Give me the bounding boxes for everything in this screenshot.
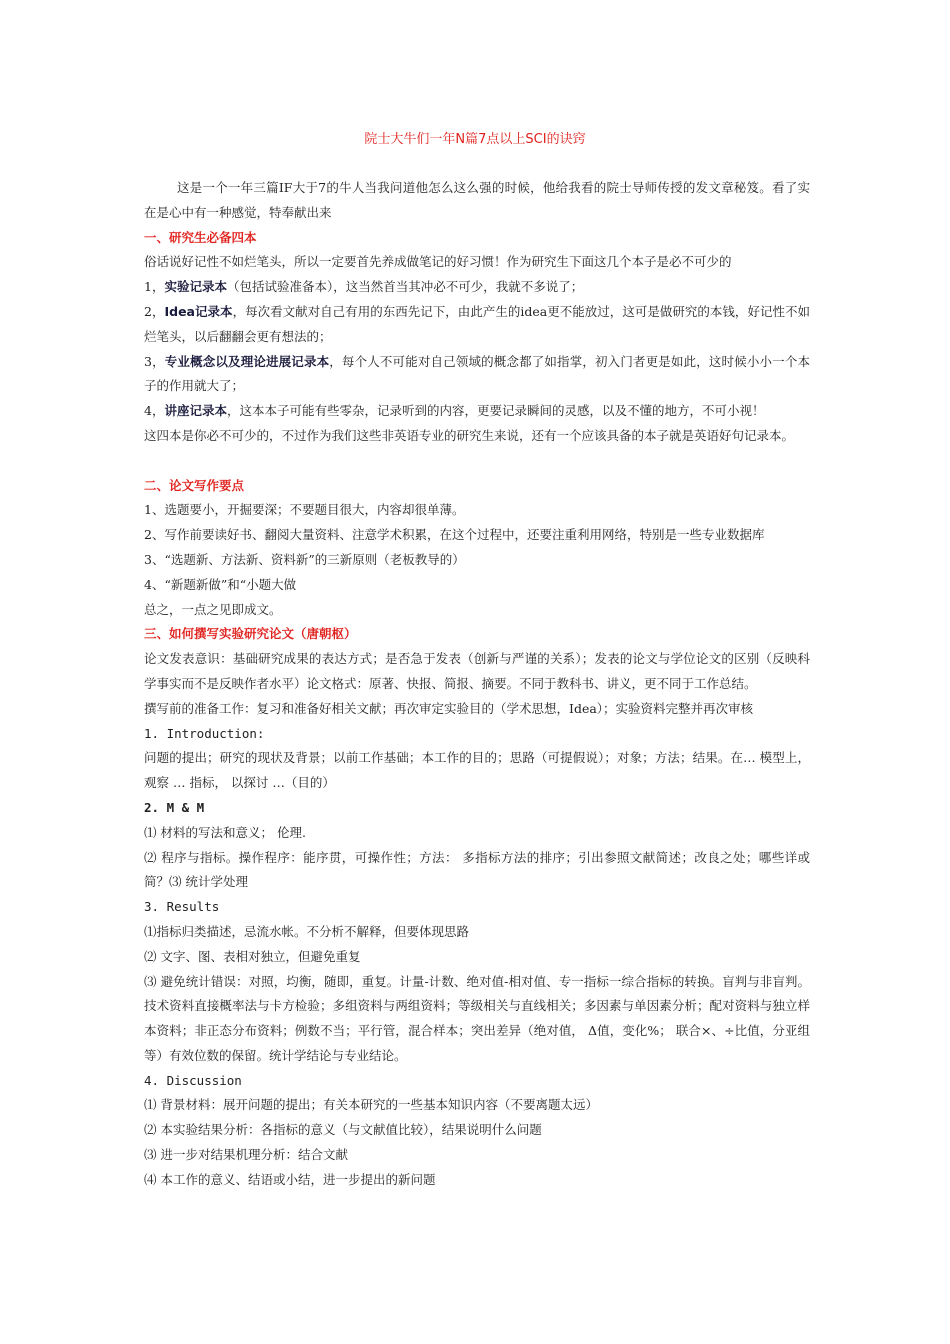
section3-heading: 三、如何撰写实验研究论文（唐朝枢） xyxy=(144,626,357,642)
results-heading: 3. Results xyxy=(144,899,220,915)
item-name: 实验记录本 xyxy=(164,279,227,295)
item-name: 讲座记录本 xyxy=(164,403,227,419)
mm-heading: 2. M & M xyxy=(144,799,205,815)
section3-paragraph-1: 论文发表意识：基础研究成果的表达方式；是否急于发表（创新与严谨的关系）；发表的论文与学位论文的区别（反映科学事实而不是反映作者水平）论文格式：原著、快报、简报、摘要。不同于教科书、讲义，更不同于工作总结。 xyxy=(144,651,810,691)
intro-line-2: 看了实在是心中有一种感觉，特奉献出来 xyxy=(144,180,810,220)
section1-item-3 xyxy=(144,350,810,400)
section2-item-4: 4、“新题新做”和“小题大做 xyxy=(144,576,297,592)
section2-item-2: 2、写作前要读好书、翻阅大量资料、注意学术积累，在这个过程中，还要注重利用网络，特别是一些专业数据库 xyxy=(144,527,765,543)
mm-item-1: ⑴ 材料的写法和意义； 伦理. xyxy=(144,824,306,840)
discussion-item-1: ⑴ 背景材料：展开问题的提出；有关本研究的一些基本知识内容（不要离题太远） xyxy=(144,1097,598,1113)
item-number: 1， xyxy=(144,279,165,295)
item-name: Idea记录本 xyxy=(164,303,233,319)
section3-paragraph-2: 撰写前的准备工作：复习和准备好相关文献；再次审定实验目的（学术思想，Idea）；实验资料完整并再次审核 xyxy=(144,700,754,716)
intro-paragraph xyxy=(144,176,810,226)
intro-line-1: 这是一个一年三篇IF大于7的牛人当我问道他怎么这么强的时候，他给我看的院士导师传授的发文章秘笈。 xyxy=(177,180,773,195)
item-number: 4， xyxy=(144,403,165,419)
section1-item-4 xyxy=(144,399,810,424)
mm-item-2: ⑵ 程序与指标。操作程序：能序贯，可操作性；方法： 多指标方法的排序；引出参照文献简述；改良之处；哪些详或简？⑶ 统计学处理 xyxy=(144,849,810,890)
document-body xyxy=(144,176,810,1193)
introduction-text: 问题的提出；研究的现状及背景；以前工作基础；本工作的目的；思路（可提假说）；对象；方法；结果。在… 模型上，观察 … 指标， 以探讨 …（目的） xyxy=(144,750,810,791)
section1-item-2 xyxy=(144,300,810,350)
section2-item-3: 3、“选题新、方法新、资料新”的三新原则（老板教导的） xyxy=(144,551,465,567)
item-name: 专业概念以及理论进展记录本 xyxy=(164,353,330,369)
section2-heading: 二、论文写作要点 xyxy=(144,477,245,493)
section2-item-1: 1、选题要小，开掘要深；不要题目很大，内容却很单薄。 xyxy=(144,502,465,518)
section1-item-1 xyxy=(144,275,810,300)
section1-lead: 俗话说好记性不如烂笔头，所以一定要首先养成做笔记的好习惯！作为研究生下面这几个本子是必不可少的 xyxy=(144,254,732,270)
results-item-2: ⑵ 文字、图、表相对独立，但避免重复 xyxy=(144,948,361,964)
discussion-item-2: ⑵ 本实验结果分析：各指标的意义（与文献值比较），结果说明什么问题 xyxy=(144,1122,542,1138)
item-number: 2， xyxy=(144,303,165,319)
discussion-item-4: ⑷ 本工作的意义、结语或小结，进一步提出的新问题 xyxy=(144,1171,436,1187)
discussion-item-3: ⑶ 进一步对结果机理分析：结合文献 xyxy=(144,1147,348,1163)
spacer xyxy=(144,449,810,474)
section2-summary: 总之，一点之见即成文。 xyxy=(144,601,282,617)
item-text: ，这本本子可能有些零杂，记录听到的内容，更要记录瞬间的灵感，以及不懂的地方，不可小视！ xyxy=(226,403,765,419)
item-number: 3， xyxy=(144,353,165,369)
item-text: ，每次看文献对自己有用的东西先记下，由此产生的idea更不能放过，这可是做研究的本钱，好记性不如烂笔头，以后翻翻会更有想法的； xyxy=(144,303,811,344)
section1-closing: 这四本是你必不可少的，不过作为我们这些非英语专业的研究生来说，还有一个应该具备的本子就是英语好句记录本。 xyxy=(144,427,795,443)
document-title: 院士大牛们一年N篇7点以上SCI的诀窍 xyxy=(364,132,586,147)
item-text: ，每个人不可能对自己领域的概念都了如指掌，初入门者更是如此，这时候小小一个本子的作用就大了； xyxy=(144,353,810,394)
introduction-heading: 1. Introduction: xyxy=(144,725,265,741)
discussion-heading: 4. Discussion xyxy=(144,1072,242,1088)
results-item-3: ⑶ 避免统计错误：对照，均衡，随即，重复。计量-计数、绝对值-相对值、专一指标一综合指标的转换。盲判与非盲判。技术资料直接概率法与卡方检验；多组资料与两组资料；等级相关与直线相关；多因素与单因素分析；配对资料与独立样本资料；非正态分布资料；例数不当；平行管，混合样本；突出差异（绝对值， Δ值，变化%； 联合×、÷比值，分亚组等）有效位数的保留。统计学结论与专业结论。 xyxy=(144,973,810,1063)
section1-heading: 一、研究生必备四本 xyxy=(144,229,257,245)
item-text: （包括试验准备本），这当然首当其冲必不可少，我就不多说了； xyxy=(226,279,584,295)
results-item-1: ⑴指标归类描述，忌流水帐。不分析不解释，但要体现思路 xyxy=(144,923,470,939)
